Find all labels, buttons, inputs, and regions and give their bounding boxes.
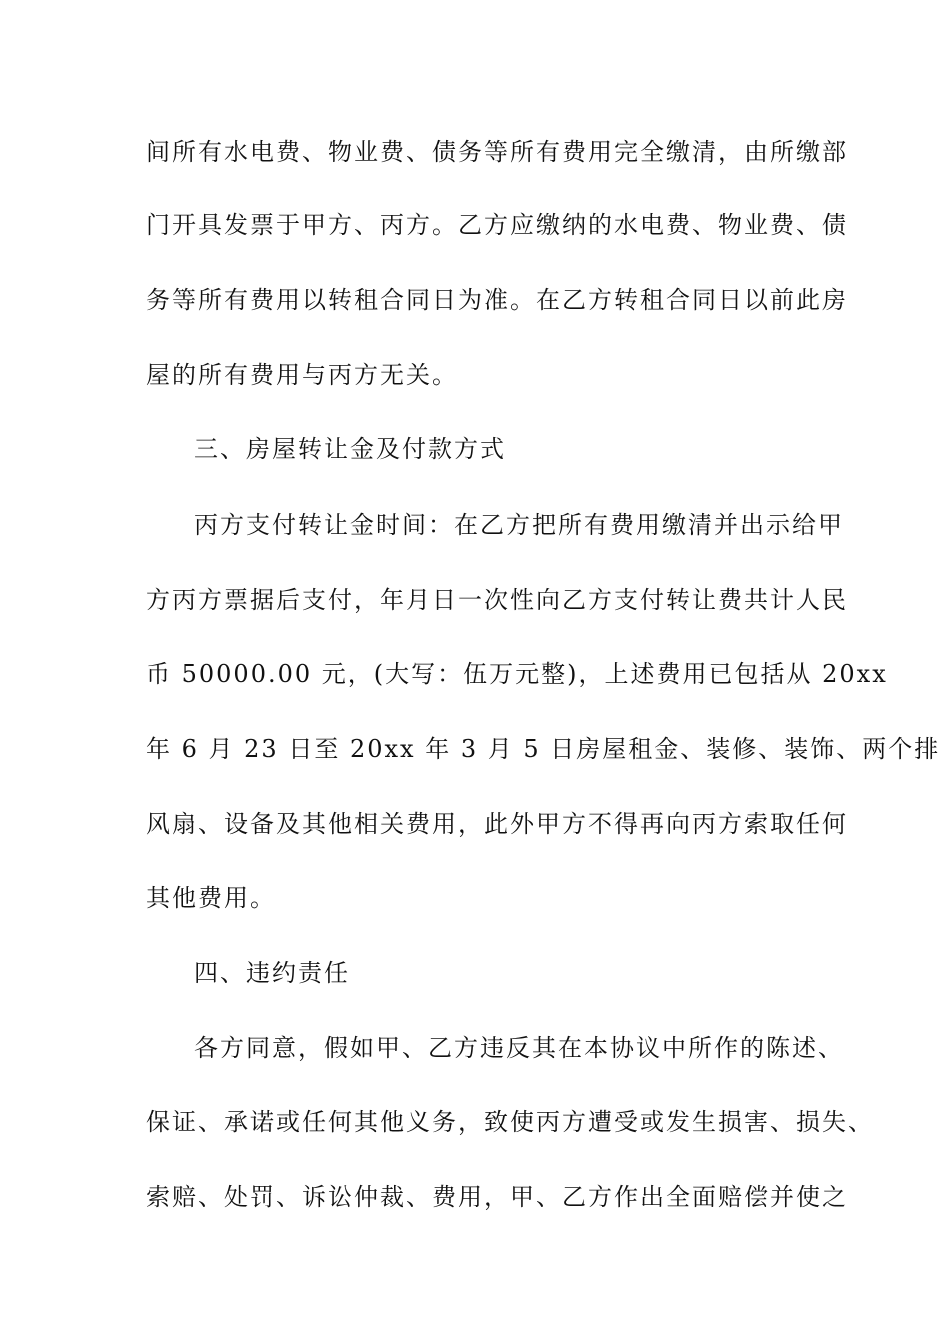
text-line: 风扇、设备及其他相关费用，此外甲方不得再向丙方索取任何 (146, 810, 848, 838)
text-line: 务等所有费用以转租合同日为准。在乙方转租合同日以前此房 (146, 286, 848, 314)
text-line: 间所有水电费、物业费、债务等所有费用完全缴清，由所缴部 (146, 138, 848, 166)
text-line: 保证、承诺或任何其他义务，致使丙方遭受或发生损害、损失、 (146, 1108, 874, 1136)
text-line: 丙方支付转让金时间：在乙方把所有费用缴清并出示给甲 (194, 511, 844, 539)
text-line: 屋的所有费用与丙方无关。 (146, 361, 458, 389)
text-line: 方丙方票据后支付，年月日一次性向乙方支付转让费共计人民 (146, 586, 848, 614)
section-heading: 三、房屋转让金及付款方式 (194, 435, 506, 463)
text-line: 门开具发票于甲方、丙方。乙方应缴纳的水电费、物业费、债 (146, 211, 848, 239)
section-heading: 四、违约责任 (194, 959, 350, 987)
text-line: 索赔、处罚、诉讼仲裁、费用，甲、乙方作出全面赔偿并使之 (146, 1183, 848, 1211)
text-line: 各方同意，假如甲、乙方违反其在本协议中所作的陈述、 (194, 1034, 844, 1062)
text-line: 币 50000.00 元，(大写：伍万元整)，上述费用已包括从 20xx (146, 660, 888, 688)
text-line: 其他费用。 (146, 884, 276, 912)
text-line: 年 6 月 23 日至 20xx 年 3 月 5 日房屋租金、装修、装饰、两个排 (146, 735, 941, 763)
